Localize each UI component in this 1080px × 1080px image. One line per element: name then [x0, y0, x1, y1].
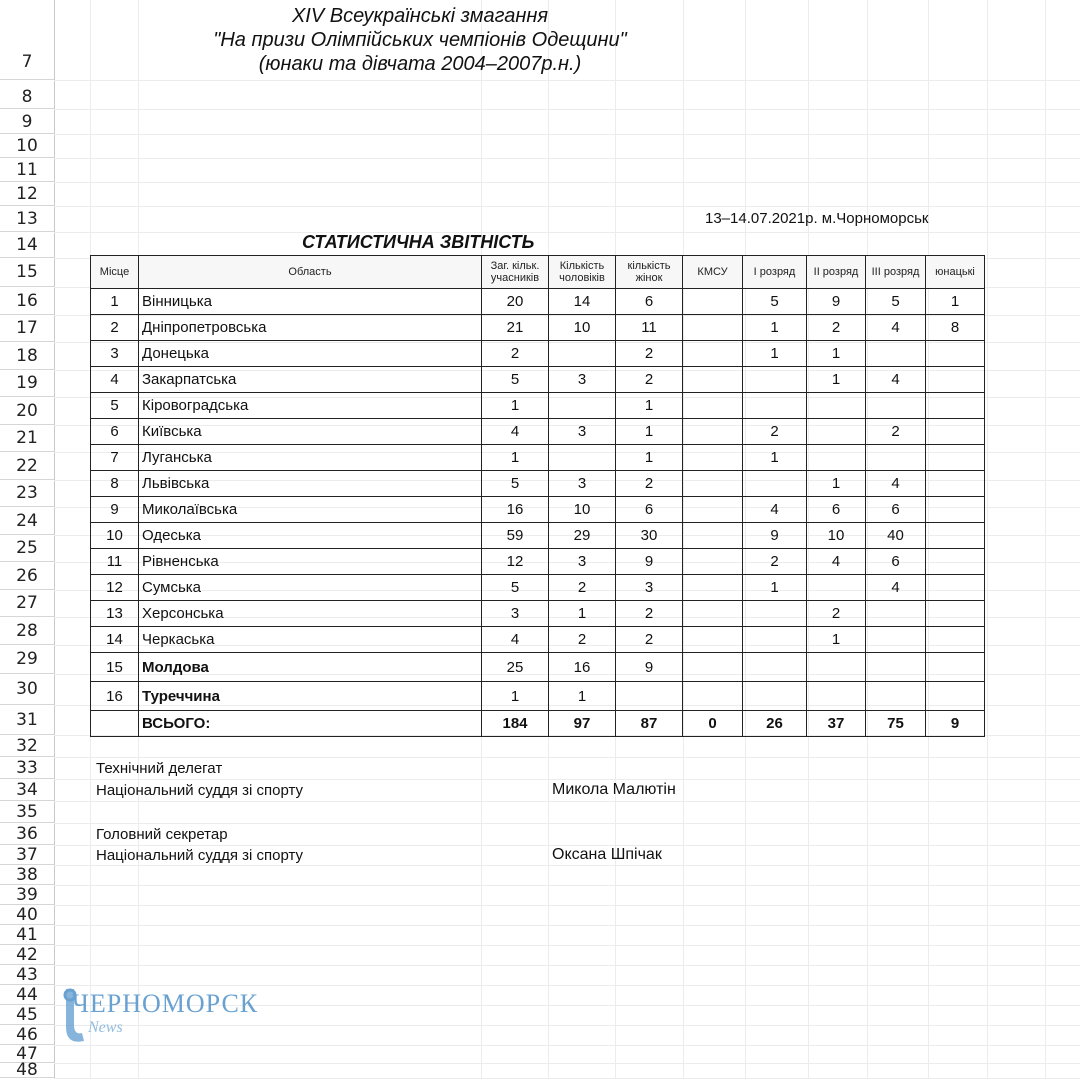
cell-r2[interactable]: 2 [807, 315, 866, 341]
row-number[interactable]: 24 [0, 507, 54, 535]
table-header-row [91, 256, 985, 289]
cell-kmsu[interactable] [683, 497, 743, 523]
row-number[interactable]: 26 [0, 562, 54, 590]
cell-region[interactable]: Донецька [139, 341, 482, 367]
cell-total[interactable]: 5 [482, 367, 549, 393]
gridline [54, 158, 1080, 159]
table-row [91, 601, 985, 627]
cell-kmsu[interactable] [683, 315, 743, 341]
title-line-2: "На призи Олімпійських чемпіонів Одещини" [213, 29, 627, 51]
gridline [54, 865, 1080, 866]
cell-place[interactable]: 4 [91, 367, 139, 393]
cell-men[interactable] [549, 445, 616, 471]
cell-r2[interactable]: 2 [807, 601, 866, 627]
table-row [91, 471, 985, 497]
col-junior: юнацькі [926, 256, 985, 289]
cell-junior[interactable] [926, 523, 985, 549]
cell-women[interactable]: 1 [616, 419, 683, 445]
table-row [91, 497, 985, 523]
col-women: кількість жінок [616, 256, 683, 289]
row-number[interactable]: 33 [0, 757, 54, 779]
cell-kmsu[interactable] [683, 471, 743, 497]
gridline [54, 232, 1080, 233]
cell-place[interactable]: 7 [91, 445, 139, 471]
cell-r3[interactable] [866, 682, 926, 711]
cell-total[interactable]: 12 [482, 549, 549, 575]
row-number[interactable]: 34 [0, 779, 54, 801]
cell-men[interactable]: 14 [549, 289, 616, 315]
cell-place[interactable]: 13 [91, 601, 139, 627]
cell-kmsu[interactable] [683, 523, 743, 549]
cell-region[interactable]: Миколаївська [139, 497, 482, 523]
cell-r1[interactable]: 2 [743, 549, 807, 575]
table-row [91, 367, 985, 393]
cell-men[interactable]: 3 [549, 419, 616, 445]
cell-r3[interactable]: 4 [866, 315, 926, 341]
row-number[interactable]: 12 [0, 182, 54, 206]
cell-men[interactable] [549, 341, 616, 367]
cell-women[interactable]: 9 [616, 653, 683, 682]
row-number[interactable]: 36 [0, 823, 54, 845]
watermark-logo [48, 985, 268, 1045]
cell-r1[interactable] [743, 471, 807, 497]
cell-region[interactable]: Луганська [139, 445, 482, 471]
cell-r3[interactable]: 4 [866, 471, 926, 497]
cell-total[interactable]: 16 [482, 497, 549, 523]
cell-r2[interactable] [807, 419, 866, 445]
delegate-name: Микола Малютін [552, 781, 676, 798]
title-line-1: XIV Всеукраїнські змагання [291, 5, 549, 27]
cell-r3[interactable] [866, 393, 926, 419]
cell-r3[interactable] [866, 653, 926, 682]
gridline [54, 925, 1080, 926]
gridline [54, 109, 1080, 110]
cell-men[interactable]: 16 [549, 653, 616, 682]
cell-region[interactable]: Львівська [139, 471, 482, 497]
total-cell-r2[interactable]: 37 [807, 711, 866, 737]
cell-r3[interactable]: 6 [866, 549, 926, 575]
cell-r2[interactable] [807, 393, 866, 419]
row-number[interactable]: 14 [0, 232, 54, 258]
row-number[interactable]: 35 [0, 801, 54, 823]
row-number[interactable]: 32 [0, 735, 54, 757]
cell-women[interactable]: 2 [616, 367, 683, 393]
gridline [54, 206, 1080, 207]
cell-men[interactable]: 1 [549, 601, 616, 627]
delegate-role: Технічний делегат [96, 760, 223, 777]
cell-women[interactable]: 11 [616, 315, 683, 341]
cell-r2[interactable] [807, 653, 866, 682]
cell-men[interactable]: 29 [549, 523, 616, 549]
gridline [54, 965, 1080, 966]
cell-kmsu[interactable] [683, 653, 743, 682]
cell-junior[interactable] [926, 419, 985, 445]
cell-r1[interactable]: 9 [743, 523, 807, 549]
cell-place[interactable]: 1 [91, 289, 139, 315]
cell-men[interactable]: 3 [549, 367, 616, 393]
total-cell-men[interactable]: 97 [549, 711, 616, 737]
cell-r2[interactable]: 1 [807, 471, 866, 497]
cell-place[interactable]: 9 [91, 497, 139, 523]
report-title: СТАТИСТИЧНА ЗВІТНІСТЬ [302, 232, 535, 252]
cell-r1[interactable]: 1 [743, 341, 807, 367]
cell-place[interactable]: 16 [91, 682, 139, 711]
cell-r3[interactable]: 4 [866, 575, 926, 601]
row-number[interactable]: 11 [0, 158, 54, 182]
cell-r3[interactable] [866, 601, 926, 627]
row-number[interactable]: 30 [0, 674, 54, 705]
cell-junior[interactable] [926, 445, 985, 471]
cell-region[interactable]: Туреччина [139, 682, 482, 711]
cell-kmsu[interactable] [683, 419, 743, 445]
gridline [54, 801, 1080, 802]
row-number[interactable]: 19 [0, 370, 54, 397]
table-row [91, 575, 985, 601]
cell-r3[interactable] [866, 627, 926, 653]
col-rank-2: ІІ розряд [807, 256, 866, 289]
cell-r1[interactable] [743, 393, 807, 419]
cell-women[interactable]: 2 [616, 341, 683, 367]
row-number[interactable]: 43 [0, 965, 54, 985]
row-number[interactable]: 41 [0, 925, 54, 945]
cell-kmsu[interactable] [683, 682, 743, 711]
cell-women[interactable]: 2 [616, 627, 683, 653]
cell-total[interactable]: 4 [482, 627, 549, 653]
gridline [54, 905, 1080, 906]
cell-r1[interactable]: 4 [743, 497, 807, 523]
gridline [54, 1078, 1080, 1079]
cell-r2[interactable]: 1 [807, 367, 866, 393]
gridline [54, 182, 1080, 183]
row-number[interactable]: 9 [0, 110, 54, 134]
cell-women[interactable]: 6 [616, 497, 683, 523]
cell-region[interactable]: Кіровоградська [139, 393, 482, 419]
table-row [91, 419, 985, 445]
cell-total[interactable]: 25 [482, 653, 549, 682]
cell-kmsu[interactable] [683, 367, 743, 393]
col-total: Заг. кільк. учасників [482, 256, 549, 289]
total-cell-r3[interactable]: 75 [866, 711, 926, 737]
cell-women[interactable]: 3 [616, 575, 683, 601]
row-number[interactable]: 29 [0, 645, 54, 674]
cell-total[interactable]: 4 [482, 419, 549, 445]
table-row [91, 653, 985, 682]
cell-men[interactable]: 2 [549, 575, 616, 601]
row-number[interactable]: 40 [0, 905, 54, 925]
cell-r2[interactable] [807, 445, 866, 471]
total-cell-r1[interactable]: 26 [743, 711, 807, 737]
cell-r1[interactable]: 1 [743, 445, 807, 471]
cell-r2[interactable] [807, 575, 866, 601]
cell-r3[interactable]: 5 [866, 289, 926, 315]
cell-junior[interactable] [926, 627, 985, 653]
cell-women[interactable]: 2 [616, 601, 683, 627]
total-cell-total[interactable]: 184 [482, 711, 549, 737]
secretary-role: Головний секретар [96, 826, 228, 843]
table-row [91, 682, 985, 711]
cell-r3[interactable] [866, 445, 926, 471]
cell-r3[interactable]: 4 [866, 367, 926, 393]
gridline [987, 0, 988, 1078]
gridline [1045, 0, 1046, 1078]
cell-r2[interactable]: 4 [807, 549, 866, 575]
cell-place[interactable]: 3 [91, 341, 139, 367]
row-number[interactable]: 48 [0, 1063, 54, 1078]
cell-total[interactable]: 1 [482, 682, 549, 711]
row-number[interactable]: 7 [0, 45, 54, 80]
cell-r3[interactable]: 2 [866, 419, 926, 445]
gridline [54, 80, 1080, 81]
cell-men[interactable]: 2 [549, 627, 616, 653]
cell-r1[interactable] [743, 601, 807, 627]
row-number[interactable]: 31 [0, 705, 54, 735]
table-row [91, 393, 985, 419]
col-kmsu: КМСУ [683, 256, 743, 289]
statistics-table [90, 255, 985, 737]
date-place: 13–14.07.2021р. м.Чорноморськ [705, 210, 929, 227]
cell-kmsu[interactable] [683, 341, 743, 367]
cell-total[interactable]: 5 [482, 471, 549, 497]
cell-place[interactable]: 5 [91, 393, 139, 419]
cell-junior[interactable] [926, 682, 985, 711]
col-place: Місце [91, 256, 139, 289]
cell-r1[interactable]: 1 [743, 315, 807, 341]
cell-junior[interactable] [926, 471, 985, 497]
cell-place[interactable]: 6 [91, 419, 139, 445]
row-number[interactable]: 15 [0, 258, 54, 287]
cell-total[interactable]: 1 [482, 445, 549, 471]
cell-kmsu[interactable] [683, 393, 743, 419]
cell-place[interactable]: 8 [91, 471, 139, 497]
cell-men[interactable]: 10 [549, 497, 616, 523]
table-row [91, 289, 985, 315]
watermark-sub: News [88, 1019, 123, 1036]
cell-women[interactable]: 1 [616, 393, 683, 419]
cell-junior[interactable] [926, 393, 985, 419]
cell-region[interactable]: Рівненська [139, 549, 482, 575]
cell-kmsu[interactable] [683, 549, 743, 575]
cell-total[interactable]: 5 [482, 575, 549, 601]
cell-junior[interactable] [926, 575, 985, 601]
row-number[interactable]: 17 [0, 315, 54, 342]
row-number[interactable]: 37 [0, 845, 54, 865]
gridline [54, 779, 1080, 780]
cell-junior[interactable]: 1 [926, 289, 985, 315]
cell-junior[interactable] [926, 653, 985, 682]
cell-men[interactable]: 3 [549, 549, 616, 575]
title-line-3: (юнаки та дівчата 2004–2007р.н.) [258, 53, 582, 75]
cell-region[interactable]: Вінницька [139, 289, 482, 315]
row-number[interactable]: 39 [0, 885, 54, 905]
row-number[interactable]: 18 [0, 342, 54, 370]
cell-r1[interactable] [743, 682, 807, 711]
row-number[interactable]: 44 [0, 985, 54, 1005]
cell-place[interactable]: 11 [91, 549, 139, 575]
cell-r3[interactable]: 40 [866, 523, 926, 549]
gridline [54, 885, 1080, 886]
row-number[interactable]: 13 [0, 206, 54, 232]
cell-women[interactable]: 30 [616, 523, 683, 549]
cell-total[interactable]: 21 [482, 315, 549, 341]
cell-r2[interactable]: 6 [807, 497, 866, 523]
gridline [54, 134, 1080, 135]
secretary-title: Національний суддя зі спорту [96, 847, 304, 864]
row-number[interactable]: 28 [0, 617, 54, 645]
cell-r2[interactable]: 1 [807, 627, 866, 653]
cell-kmsu[interactable] [683, 289, 743, 315]
cell-region[interactable]: Молдова [139, 653, 482, 682]
cell-region[interactable]: Дніпропетровська [139, 315, 482, 341]
cell-r1[interactable] [743, 367, 807, 393]
cell-place[interactable]: 10 [91, 523, 139, 549]
table-row [91, 549, 985, 575]
cell-kmsu[interactable] [683, 601, 743, 627]
cell-total[interactable]: 59 [482, 523, 549, 549]
cell-junior[interactable]: 8 [926, 315, 985, 341]
cell-women[interactable]: 2 [616, 471, 683, 497]
total-cell-label[interactable]: ВСЬОГО: [139, 711, 482, 737]
col-rank-1: І розряд [743, 256, 807, 289]
table-row [91, 627, 985, 653]
row-number[interactable]: 42 [0, 945, 54, 965]
cell-kmsu[interactable] [683, 445, 743, 471]
table-row [91, 445, 985, 471]
total-cell-junior[interactable]: 9 [926, 711, 985, 737]
cell-kmsu[interactable] [683, 575, 743, 601]
cell-men[interactable]: 1 [549, 682, 616, 711]
cell-place[interactable]: 14 [91, 627, 139, 653]
total-cell-kmsu[interactable]: 0 [683, 711, 743, 737]
row-number[interactable]: 38 [0, 865, 54, 885]
cell-women[interactable]: 9 [616, 549, 683, 575]
cell-junior[interactable] [926, 367, 985, 393]
cell-men[interactable]: 10 [549, 315, 616, 341]
cell-total[interactable]: 2 [482, 341, 549, 367]
row-number[interactable]: 20 [0, 397, 54, 425]
cell-region[interactable]: Херсонська [139, 601, 482, 627]
cell-r1[interactable] [743, 653, 807, 682]
cell-junior[interactable] [926, 497, 985, 523]
cell-women[interactable]: 1 [616, 445, 683, 471]
cell-junior[interactable] [926, 549, 985, 575]
cell-total[interactable]: 3 [482, 601, 549, 627]
gridline [54, 1045, 1080, 1046]
row-number[interactable]: 10 [0, 134, 54, 158]
cell-r3[interactable]: 6 [866, 497, 926, 523]
cell-women[interactable]: 6 [616, 289, 683, 315]
cell-place[interactable]: 12 [91, 575, 139, 601]
cell-r1[interactable]: 5 [743, 289, 807, 315]
cell-total[interactable]: 1 [482, 393, 549, 419]
cell-kmsu[interactable] [683, 627, 743, 653]
row-number[interactable]: 16 [0, 287, 54, 315]
cell-region[interactable]: Одеська [139, 523, 482, 549]
delegate-title: Національний суддя зі спорту [96, 782, 304, 799]
cell-region[interactable]: Закарпатська [139, 367, 482, 393]
cell-place[interactable]: 2 [91, 315, 139, 341]
row-number[interactable]: 22 [0, 452, 54, 480]
cell-r3[interactable] [866, 341, 926, 367]
cell-men[interactable] [549, 393, 616, 419]
row-number[interactable]: 45 [0, 1005, 54, 1025]
watermark-brand: ЧЕРНОМОРСК [72, 989, 259, 1018]
cell-men[interactable]: 3 [549, 471, 616, 497]
cell-region[interactable]: Сумська [139, 575, 482, 601]
cell-women[interactable] [616, 682, 683, 711]
cell-junior[interactable] [926, 341, 985, 367]
table-row [91, 341, 985, 367]
secretary-name: Оксана Шпічак [552, 846, 662, 863]
cell-r2[interactable]: 1 [807, 341, 866, 367]
gridline [54, 757, 1080, 758]
cell-place[interactable]: 15 [91, 653, 139, 682]
cell-r1[interactable] [743, 627, 807, 653]
cell-r2[interactable]: 10 [807, 523, 866, 549]
cell-region[interactable]: Київська [139, 419, 482, 445]
cell-region[interactable]: Черкаська [139, 627, 482, 653]
cell-total[interactable]: 20 [482, 289, 549, 315]
row-number[interactable]: 8 [0, 85, 54, 109]
gridline [54, 823, 1080, 824]
row-number[interactable]: 25 [0, 535, 54, 562]
cell-r2[interactable]: 9 [807, 289, 866, 315]
gridline [54, 1063, 1080, 1064]
row-number[interactable]: 23 [0, 480, 54, 507]
table-row [91, 315, 985, 341]
gridline [54, 945, 1080, 946]
cell-junior[interactable] [926, 601, 985, 627]
col-region: Область [139, 256, 482, 289]
total-row [91, 711, 985, 737]
row-number[interactable]: 27 [0, 590, 54, 617]
total-cell-women[interactable]: 87 [616, 711, 683, 737]
cell-r1[interactable]: 2 [743, 419, 807, 445]
row-number[interactable]: 21 [0, 425, 54, 452]
total-cell-empty[interactable] [91, 711, 139, 737]
row-number[interactable]: 46 [0, 1025, 54, 1045]
col-rank-3: ІІІ розряд [866, 256, 926, 289]
cell-r2[interactable] [807, 682, 866, 711]
table-row [91, 523, 985, 549]
cell-r1[interactable]: 1 [743, 575, 807, 601]
col-men: Кількість чоловіків [549, 256, 616, 289]
row-number[interactable]: 47 [0, 1045, 54, 1063]
